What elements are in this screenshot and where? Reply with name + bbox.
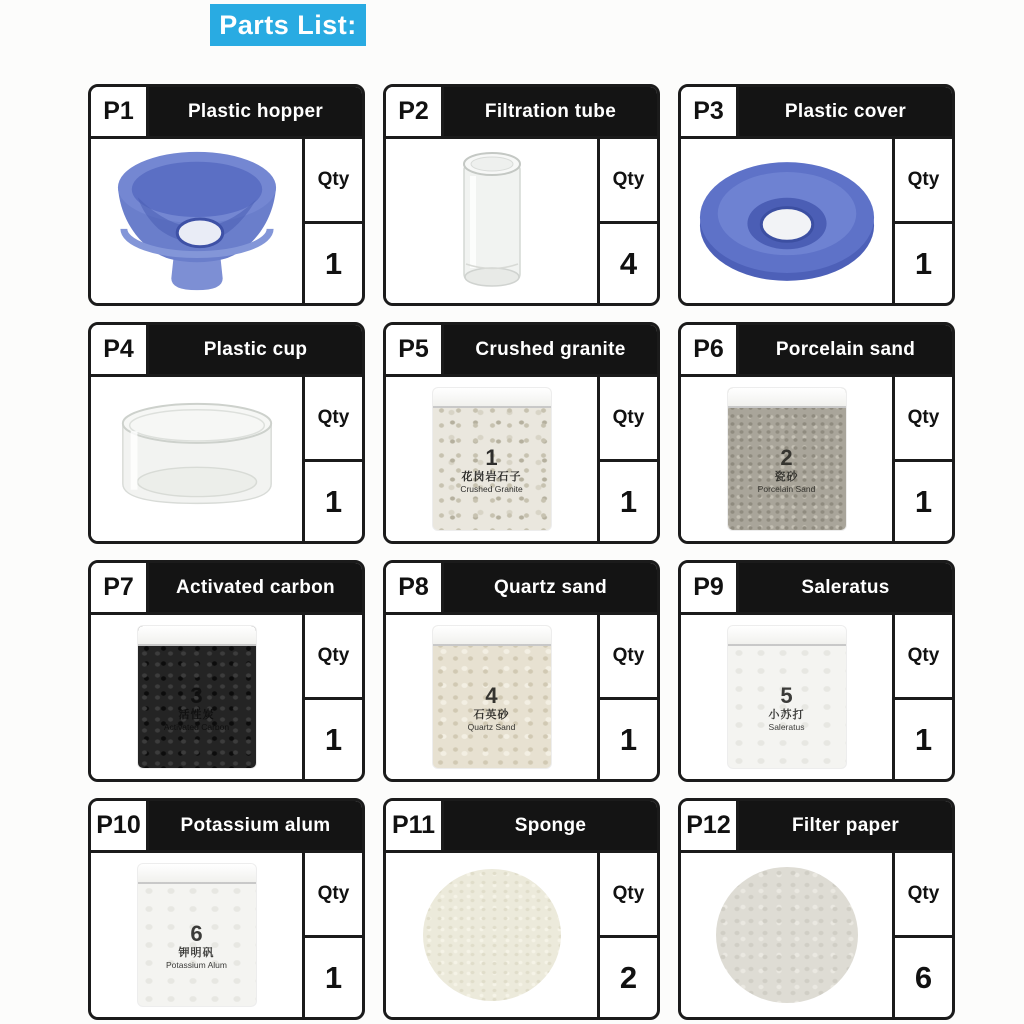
part-name: Filtration tube xyxy=(444,87,657,136)
activated-carbon-bag-image xyxy=(91,615,302,779)
bag-cn-text: 花岗岩石子 xyxy=(461,471,522,484)
bag-number: 1 xyxy=(485,444,498,470)
qty-label: Qty xyxy=(305,853,362,938)
card-header xyxy=(681,325,952,377)
card-body xyxy=(681,377,952,541)
qty-column xyxy=(892,615,952,779)
part-card-p12 xyxy=(678,798,955,1020)
part-name: Saleratus xyxy=(739,563,952,612)
bag-cn-text: 瓷砂 xyxy=(774,471,799,484)
card-header xyxy=(681,801,952,853)
bag-en-text: Activated Carbon xyxy=(163,721,230,732)
bag-zip-seal xyxy=(138,864,256,884)
part-id: P12 xyxy=(681,801,739,850)
plastic-cup-image xyxy=(91,377,302,541)
part-name: Filter paper xyxy=(739,801,952,850)
part-name: Plastic hopper xyxy=(149,87,362,136)
part-name: Quartz sand xyxy=(444,563,657,612)
card-body xyxy=(91,377,362,541)
bag-cn-text: 小苏打 xyxy=(768,709,805,722)
card-header xyxy=(386,87,657,139)
qty-label: Qty xyxy=(600,377,657,462)
bag-number: 4 xyxy=(485,682,498,708)
qty-column xyxy=(597,377,657,541)
plastic-cup-icon xyxy=(108,398,286,520)
bag-cn-text: 石英砂 xyxy=(473,709,510,722)
part-name: Plastic cover xyxy=(739,87,952,136)
bag-label xyxy=(728,445,846,495)
qty-value: 6 xyxy=(914,959,933,995)
filtration-tube-icon xyxy=(447,146,537,296)
part-id: P1 xyxy=(91,87,149,136)
part-card-p3 xyxy=(678,84,955,306)
card-header xyxy=(386,325,657,377)
qty-label: Qty xyxy=(895,615,952,700)
card-body xyxy=(91,139,362,303)
filter-paper-icon xyxy=(716,867,858,1003)
qty-value: 2 xyxy=(619,959,638,995)
activated-carbon-bag-icon xyxy=(138,626,256,768)
bag-zip-seal xyxy=(433,388,551,408)
part-name: Porcelain sand xyxy=(739,325,952,374)
card-header xyxy=(681,563,952,615)
sponge-icon xyxy=(423,869,561,1001)
bag-label xyxy=(728,683,846,733)
card-header xyxy=(681,87,952,139)
bag-label xyxy=(433,445,551,495)
part-name: Activated carbon xyxy=(149,563,362,612)
part-card-p8 xyxy=(383,560,660,782)
crushed-granite-bag-image xyxy=(386,377,597,541)
bag-en-text: Porcelain Sand xyxy=(757,483,816,494)
qty-value: 1 xyxy=(914,483,933,519)
qty-column xyxy=(892,853,952,1017)
qty-label: Qty xyxy=(895,853,952,938)
qty-label: Qty xyxy=(305,139,362,224)
plastic-cover-image xyxy=(681,139,892,303)
bag-en-text: Potassium Alum xyxy=(166,959,227,970)
card-header xyxy=(91,563,362,615)
part-name: Potassium alum xyxy=(149,801,362,850)
part-card-p2 xyxy=(383,84,660,306)
bag-cn-text: 钾明矾 xyxy=(178,947,215,960)
bag-en-text: Saleratus xyxy=(768,721,805,732)
saleratus-bag-icon xyxy=(728,626,846,768)
bag-cn-text: 活性炭 xyxy=(178,709,215,722)
qty-value: 1 xyxy=(324,959,343,995)
card-body xyxy=(386,377,657,541)
part-id: P10 xyxy=(91,801,149,850)
qty-column xyxy=(302,377,362,541)
part-id: P7 xyxy=(91,563,149,612)
qty-column xyxy=(597,853,657,1017)
page-title: Parts List: xyxy=(210,4,366,46)
part-card-p5 xyxy=(383,322,660,544)
plastic-hopper-icon xyxy=(113,145,281,297)
qty-label: Qty xyxy=(600,853,657,938)
card-body xyxy=(386,615,657,779)
qty-column xyxy=(597,139,657,303)
bag-label xyxy=(433,683,551,733)
part-card-p10 xyxy=(88,798,365,1020)
bag-zip-seal xyxy=(728,626,846,646)
part-id: P6 xyxy=(681,325,739,374)
card-header xyxy=(386,563,657,615)
bag-zip-seal xyxy=(138,626,256,646)
qty-column xyxy=(892,139,952,303)
part-id: P3 xyxy=(681,87,739,136)
card-body xyxy=(91,853,362,1017)
potassium-alum-bag-icon xyxy=(138,864,256,1006)
card-body xyxy=(681,615,952,779)
card-header xyxy=(91,87,362,139)
part-id: P8 xyxy=(386,563,444,612)
part-card-p7 xyxy=(88,560,365,782)
porcelain-sand-bag-image xyxy=(681,377,892,541)
card-header xyxy=(91,801,362,853)
part-name: Plastic cup xyxy=(149,325,362,374)
part-card-p11 xyxy=(383,798,660,1020)
qty-column xyxy=(302,615,362,779)
qty-label: Qty xyxy=(600,139,657,224)
plastic-hopper-image xyxy=(91,139,302,303)
saleratus-bag-image xyxy=(681,615,892,779)
bag-en-text: Crushed Granite xyxy=(460,483,523,494)
qty-column xyxy=(302,853,362,1017)
card-header xyxy=(91,325,362,377)
bag-number: 3 xyxy=(190,682,203,708)
qty-column xyxy=(597,615,657,779)
card-body xyxy=(91,615,362,779)
qty-label: Qty xyxy=(895,377,952,462)
filter-paper-image xyxy=(681,853,892,1017)
quartz-sand-bag-image xyxy=(386,615,597,779)
card-body xyxy=(681,853,952,1017)
part-card-p9 xyxy=(678,560,955,782)
plastic-cover-icon xyxy=(693,154,881,288)
qty-value: 1 xyxy=(914,245,933,281)
part-card-p1 xyxy=(88,84,365,306)
card-header xyxy=(386,801,657,853)
part-id: P4 xyxy=(91,325,149,374)
bag-label xyxy=(138,683,256,733)
bag-zip-seal xyxy=(728,388,846,408)
bag-number: 5 xyxy=(780,682,793,708)
part-id: P9 xyxy=(681,563,739,612)
porcelain-sand-bag-icon xyxy=(728,388,846,530)
part-name: Sponge xyxy=(444,801,657,850)
bag-zip-seal xyxy=(433,626,551,646)
crushed-granite-bag-icon xyxy=(433,388,551,530)
qty-label: Qty xyxy=(895,139,952,224)
qty-value: 1 xyxy=(324,245,343,281)
part-card-p6 xyxy=(678,322,955,544)
qty-label: Qty xyxy=(305,377,362,462)
part-card-p4 xyxy=(88,322,365,544)
qty-value: 1 xyxy=(619,721,638,757)
bag-label xyxy=(138,921,256,971)
qty-value: 1 xyxy=(914,721,933,757)
potassium-alum-bag-image xyxy=(91,853,302,1017)
qty-column xyxy=(892,377,952,541)
qty-value: 1 xyxy=(619,483,638,519)
qty-label: Qty xyxy=(305,615,362,700)
qty-value: 4 xyxy=(619,245,638,281)
filtration-tube-image xyxy=(386,139,597,303)
qty-value: 1 xyxy=(324,721,343,757)
bag-number: 6 xyxy=(190,920,203,946)
part-id: P11 xyxy=(386,801,444,850)
bag-number: 2 xyxy=(780,444,793,470)
card-body xyxy=(386,853,657,1017)
parts-grid xyxy=(88,84,955,1020)
bag-en-text: Quartz Sand xyxy=(467,721,516,732)
part-id: P2 xyxy=(386,87,444,136)
sponge-image xyxy=(386,853,597,1017)
card-body xyxy=(681,139,952,303)
qty-label: Qty xyxy=(600,615,657,700)
qty-value: 1 xyxy=(324,483,343,519)
part-id: P5 xyxy=(386,325,444,374)
part-name: Crushed granite xyxy=(444,325,657,374)
quartz-sand-bag-icon xyxy=(433,626,551,768)
qty-column xyxy=(302,139,362,303)
card-body xyxy=(386,139,657,303)
